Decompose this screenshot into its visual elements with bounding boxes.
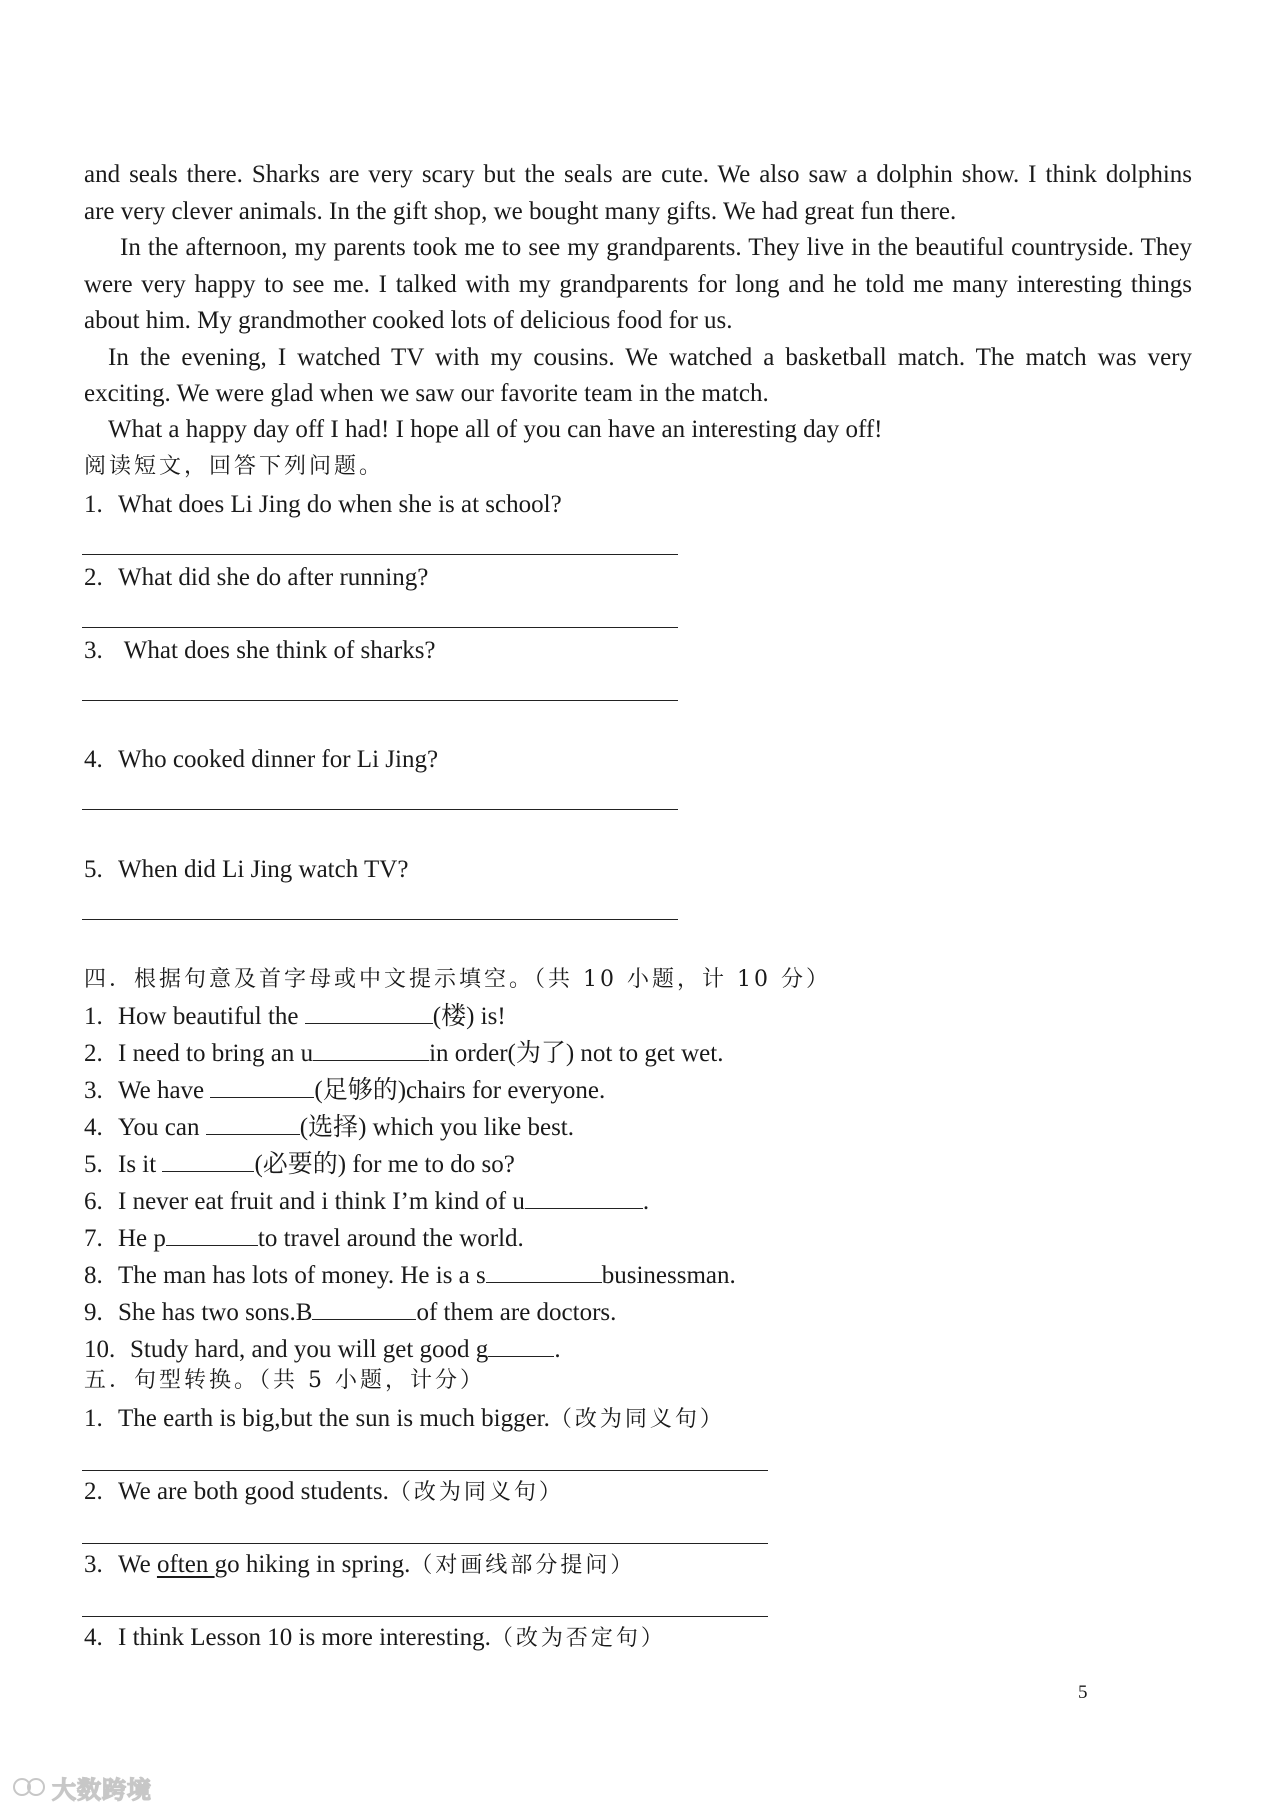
question-number: 2. [84, 564, 103, 591]
item-number: 1. [84, 1405, 103, 1432]
item-text-before: She has two sons.B [118, 1299, 313, 1326]
reading-question [84, 487, 1192, 523]
watermark [12, 1770, 172, 1804]
item-hint: （对画线部分提问） [410, 1553, 636, 1578]
item-hint: （改为同义句） [549, 1407, 725, 1432]
watermark-text: 大数跨境 [52, 1775, 152, 1804]
fill-item [84, 1036, 1192, 1072]
item-text-after: (必要的) for me to do so? [254, 1151, 515, 1178]
question-number: 5. [84, 856, 103, 883]
section4-heading: 四．根据句意及首字母或中文提示填空。（共 10 小题，计 10 分） [84, 967, 831, 992]
transform-item [84, 1474, 1192, 1511]
item-number: 6. [84, 1188, 103, 1215]
passage-paragraph-text: In the afternoon, my parents took me to see my grandparents. They live in the beautiful countryside. They were very happy to see me. I talked with my grandparents for long and he told me many interesting [84, 234, 1192, 298]
item-text-before: We [118, 1551, 157, 1578]
fill-item [84, 1110, 1192, 1146]
fill-blank[interactable] [305, 1001, 433, 1024]
fill-blank[interactable] [488, 1334, 554, 1357]
item-text-after: to travel around the world. [257, 1225, 524, 1252]
section5-heading: 五．句型转换。（共 5 小题，计分） [84, 1368, 485, 1393]
item-text-before: How beautiful the [118, 1003, 305, 1030]
fill-blank[interactable] [206, 1112, 300, 1135]
answer-line[interactable] [82, 919, 678, 920]
item-number: 2. [84, 1040, 103, 1067]
item-text: We are both good students. [118, 1478, 389, 1505]
reading-question [84, 560, 1192, 596]
item-number: 4. [84, 1114, 103, 1141]
item-text-after: businessman. [601, 1262, 736, 1289]
question-text: What does she think of sharks? [118, 637, 436, 664]
fill-item [84, 1147, 1192, 1183]
item-text-before: We have [118, 1077, 211, 1104]
item-hint: （改为同义句） [388, 1480, 564, 1505]
item-text-after: in order(为了) not to get wet. [429, 1040, 724, 1067]
item-hint: （改为否定句） [490, 1626, 666, 1651]
fill-blank[interactable] [486, 1260, 602, 1283]
reading-question [84, 852, 1192, 888]
answer-line[interactable] [82, 1543, 768, 1544]
item-text-after: of them are doctors. [416, 1299, 617, 1326]
fill-item [84, 1184, 1192, 1220]
fill-item [84, 1295, 1192, 1331]
fill-item [84, 1221, 1192, 1257]
fill-blank[interactable] [312, 1297, 416, 1320]
fill-blank[interactable] [210, 1075, 314, 1098]
item-text-before: Is it [118, 1151, 163, 1178]
passage-line: In the evening, I watched TV with my cousins. We watched a basketball match. The match was very [108, 344, 1192, 371]
reading-question [84, 633, 1192, 669]
passage-line: exciting. We were glad when we saw our favorite team in the match. [84, 380, 769, 407]
item-text-after: (选择) which you like best. [299, 1114, 575, 1141]
answer-line[interactable] [82, 627, 678, 628]
answer-line[interactable] [82, 809, 678, 810]
fill-item [84, 1258, 1192, 1294]
item-number: 5. [84, 1151, 103, 1178]
fill-blank[interactable] [166, 1223, 258, 1246]
question-text: What did she do after running? [118, 564, 429, 591]
item-text-before: You can [118, 1114, 206, 1141]
question-text: When did Li Jing watch TV? [118, 856, 409, 883]
item-text: The earth is big,but the sun is much bigger. [118, 1405, 550, 1432]
item-text-after: (楼) is! [432, 1003, 506, 1030]
question-number: 3. [84, 637, 103, 664]
item-text-after: . [554, 1336, 561, 1363]
item-text-before: I never eat fruit and i think I’m kind of u [118, 1188, 525, 1215]
fill-blank[interactable] [162, 1149, 254, 1172]
item-text-after: . [642, 1188, 650, 1215]
answer-line[interactable] [82, 1616, 768, 1617]
fill-blank[interactable] [313, 1038, 429, 1061]
item-text: I think Lesson 10 is more interesting. [118, 1624, 491, 1651]
item-number: 4. [84, 1624, 103, 1651]
item-text-before: I need to bring an u [118, 1040, 314, 1067]
item-text-before: Study hard, and you will get good g [130, 1336, 489, 1363]
transform-item [84, 1547, 1192, 1584]
item-text-before: The man has lots of money. He is a s [118, 1262, 486, 1289]
answer-line[interactable] [82, 554, 678, 555]
fill-item [84, 999, 1192, 1035]
item-number: 1. [84, 1003, 103, 1030]
fill-item [84, 1073, 1192, 1109]
item-number: 8. [84, 1262, 103, 1289]
item-number: 7. [84, 1225, 103, 1252]
passage-paragraph-text: things about him. My grandmother cooked lots of delicious food for us. [84, 270, 1192, 334]
question-text: What does Li Jing do when she is at school? [118, 491, 562, 518]
watermark-logo-icon [12, 1772, 48, 1802]
passage-paragraph [84, 230, 1192, 340]
transform-item [84, 1401, 1192, 1438]
passage-line: What a happy day off I had! I hope all of you can have an interesting day off! [108, 416, 883, 443]
question-number: 1. [84, 491, 103, 518]
item-text-after: go hiking in spring. [214, 1551, 411, 1578]
item-number: 3. [84, 1077, 103, 1104]
passage-line: and seals there. Sharks are very scary but the seals are cute. We also saw a dolphin show. I think dolphins [84, 161, 1192, 188]
reading-instruction: 阅读短文，回答下列问题。 [84, 454, 385, 479]
question-text: Who cooked dinner for Li Jing? [118, 746, 439, 773]
question-number: 4. [84, 746, 103, 773]
passage-line: are very clever animals. In the gift shop, we bought many gifts. We had great fun there. [84, 198, 957, 225]
fill-blank[interactable] [525, 1186, 643, 1209]
item-text-after: (足够的)chairs for everyone. [314, 1077, 606, 1104]
item-number: 9. [84, 1299, 103, 1326]
item-text-before: He p [118, 1225, 166, 1252]
item-number: 2. [84, 1478, 103, 1505]
transform-item [84, 1620, 1192, 1657]
item-number: 10. [84, 1336, 116, 1363]
page-number: 5 [1078, 1682, 1088, 1703]
answer-line[interactable] [82, 1470, 768, 1471]
underlined-word: often [156, 1551, 215, 1578]
item-number: 3. [84, 1551, 103, 1578]
answer-line[interactable] [82, 700, 678, 701]
reading-question [84, 742, 1192, 778]
